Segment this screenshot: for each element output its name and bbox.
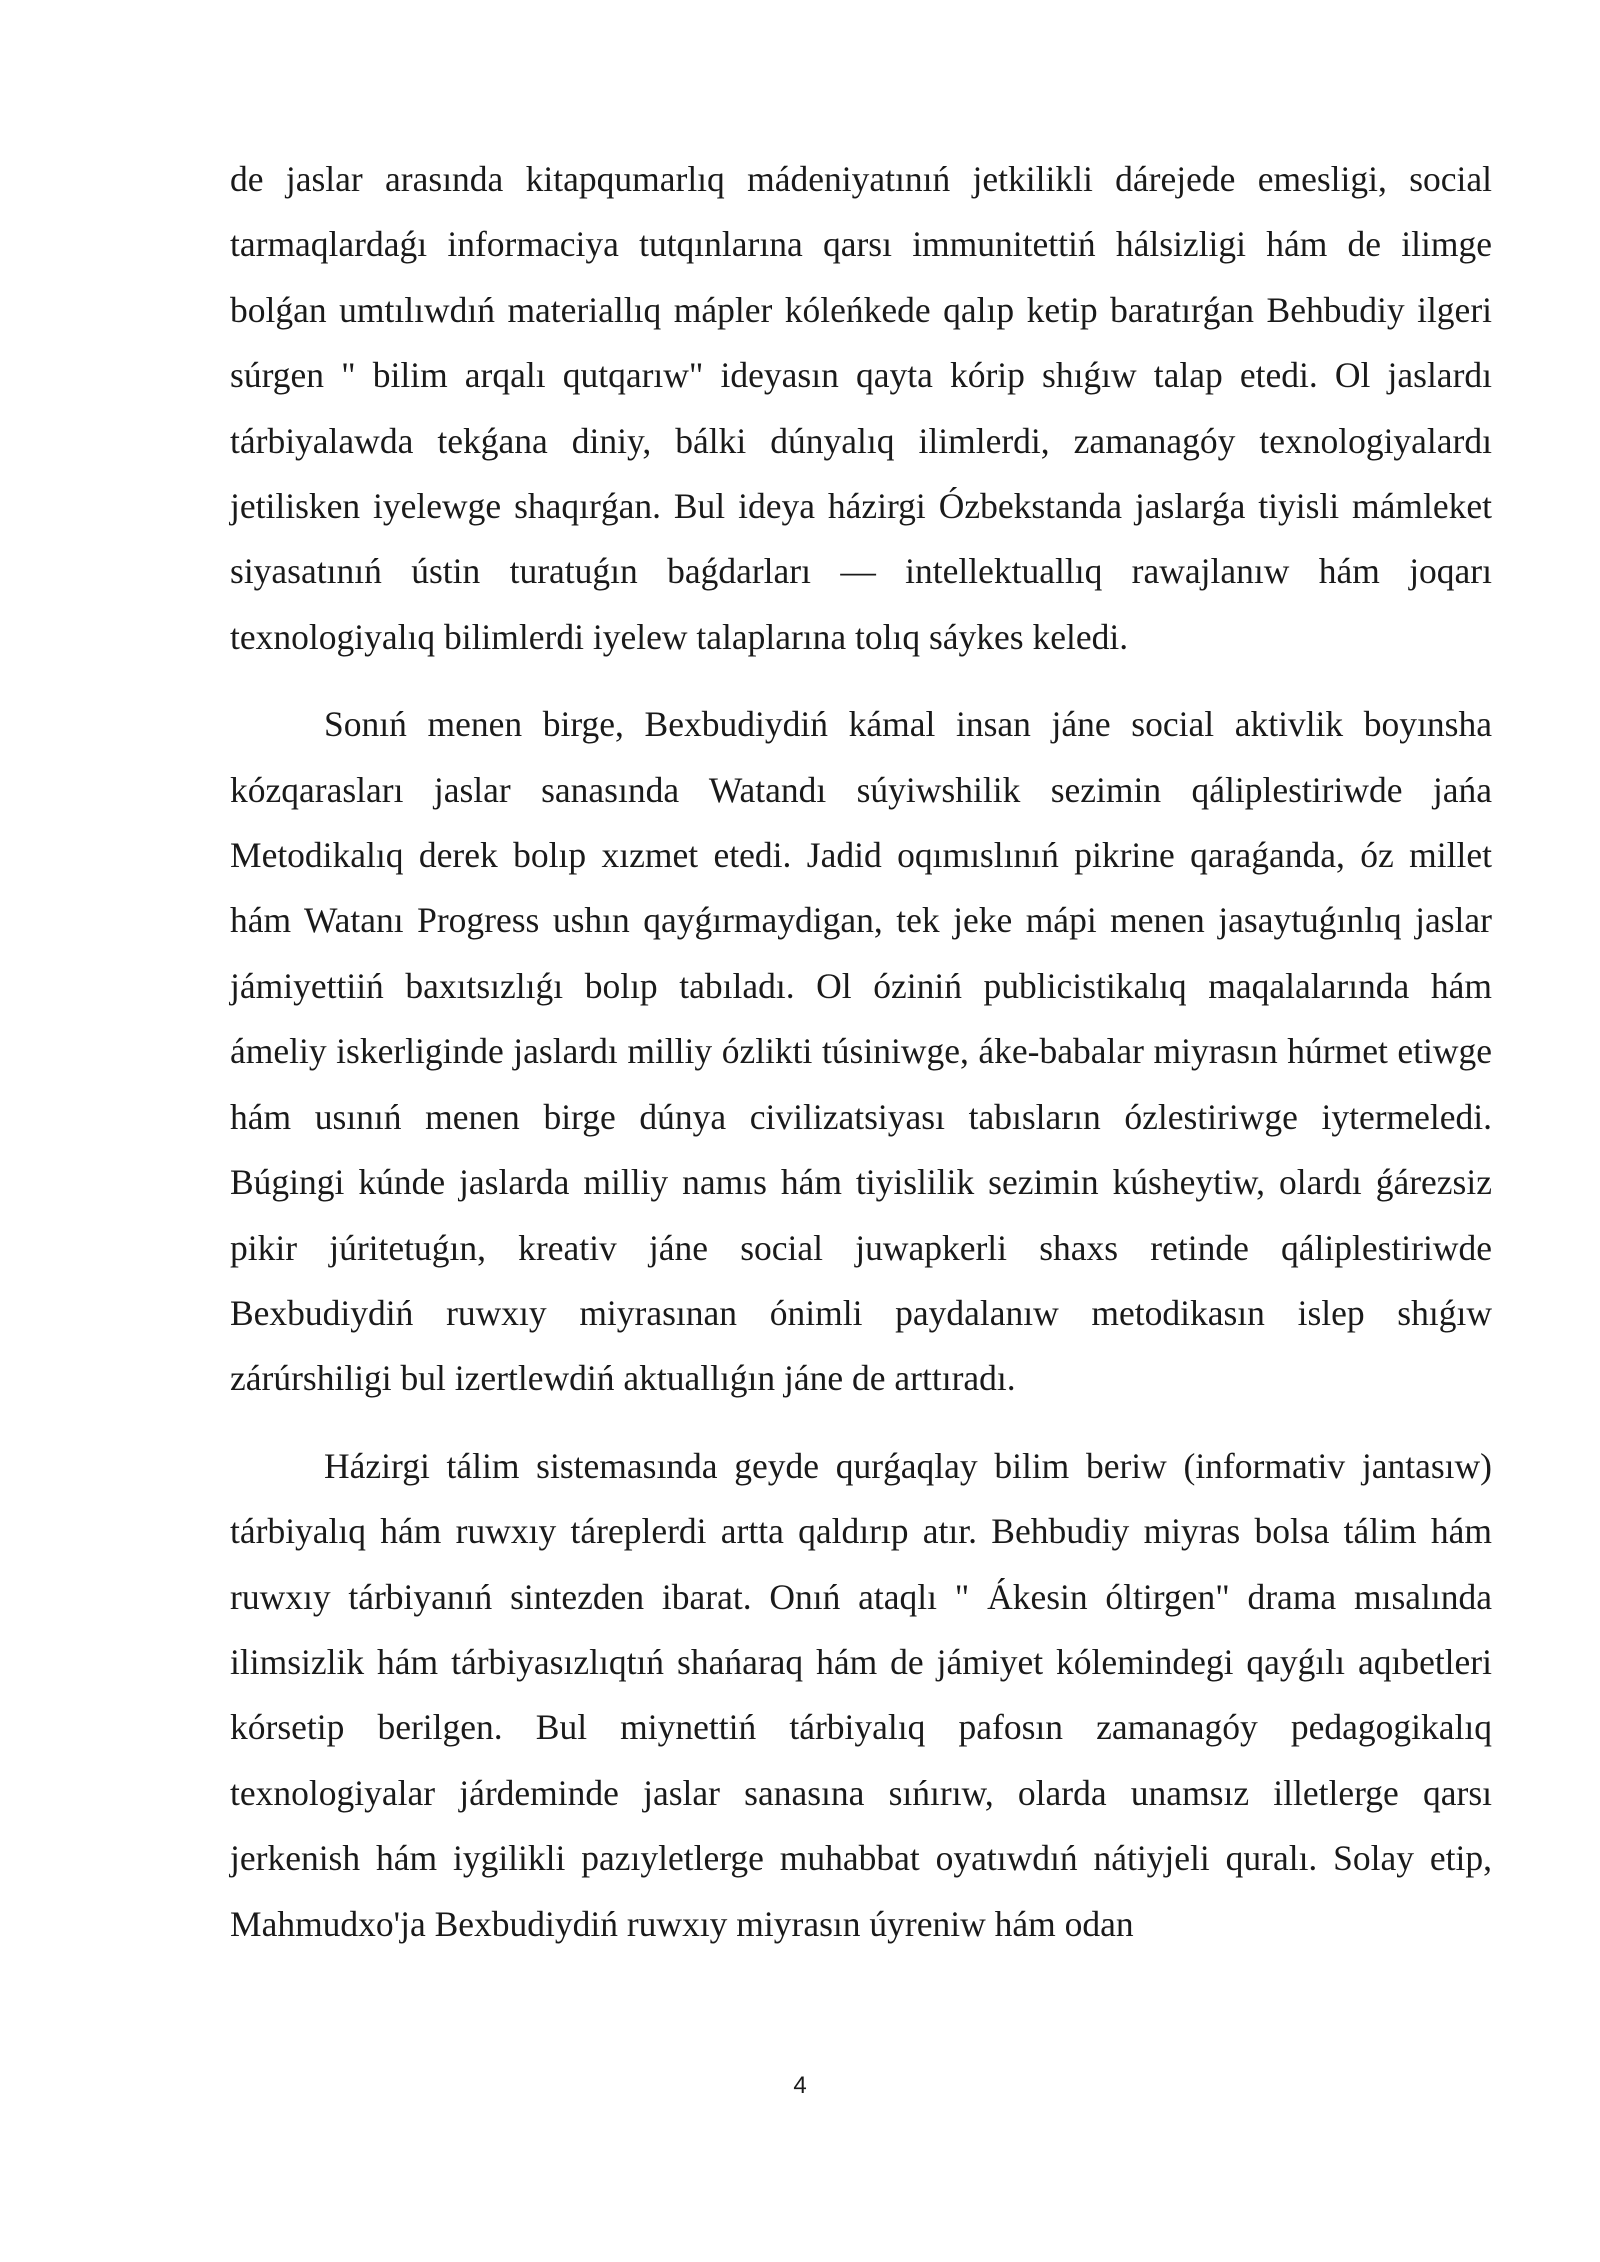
- paragraph-1: de jaslar arasında kitapqumarlıq mádeniyatınıń jetkilikli dárejede emesligi, social tarmaqlardaǵı informaciya tutqınlarına qarsı immunitettiń hálsizligi hám de ilimge bolǵan umtılıwdıń materiallıq mápler kóleńkede qalıp ketip baratırǵan Behbudiy ilgeri súrgen " bilim arqalı qutqarıw" ideyasın qayta kórip shıǵıw talap etedi. Ol jaslardı tárbiyalawda tekǵana diniy, bálki dúnyalıq ilimlerdi, zamanagóy texnologiyalardı jetilisken iyelewge shaqırǵan. Bul ideya házirgi Ózbekstanda jaslarǵa tiyisli mámleket siyasatınıń ústin turatuǵın baǵdarları — intellektuallıq rawajlanıw hám joqarı texnologiyalıq bilimlerdi iyelew talaplarına tolıq sáykes keledi.: [230, 159, 1492, 657]
- paragraph-3: Házirgi tálim sistemasında geyde qurǵaqlay bilim beriw (informativ jantasıw) tárbiyalıq hám ruwxıy táreplerdi artta qaldırıp atır. Behbudiy miyras bolsa tálim hám ruwxıy tárbiyanıń sintezden ibarat. Onıń ataqlı " Ákesin óltirgen" drama mısalında ilimsizlik hám tárbiyasızlıqtıń shańaraq hám de jámiyet kólemindegi qayǵılı aqıbetleri kórsetip berilgen. Bul miynettiń tárbiyalıq pafosın zamanagóy pedagogikalıq texnologiyalar járdeminde jaslar sanasına sıńırıw, olarda unamsız illetlerge qarsı jerkenish hám iygilikli pazıyletlerge muhabbat oyatıwdıń nátiyjeli quralı. Solay etip, Mahmudxo'ja Bexbudiydiń ruwxıy miyrasın úyreniw hám odan: [230, 1445, 1492, 1944]
- body-text: [230, 147, 1492, 1979]
- paragraph-2: Sonıń menen birge, Bexbudiydiń kámal insan jáne social aktivlik boyınsha kózqarasları jaslar sanasında Watandı súyiwshilik sezimin qáliplestiriwde jańa Metodikalıq derek bolıp xızmet etedi. Jadid oqımıslınıń pikrine qaraǵanda, óz millet hám Watanı Progress ushın qayǵırmaydigan, tek jeke mápi menen jasaytuǵınlıq jaslar jámiyettiiń baxıtsızlıǵı bolıp tabıladı. Ol óziniń publicistikalıq maqalalarında hám ámeliy iskerliginde jaslardı milliy ózlikti túsiniwge, áke-babalar miyrasın húrmet etiwge hám usınıń menen birge dúnya civilizatsiyası tabısların ózlestiriwge iytermeledi. Búgingi kúnde jaslarda milliy namıs hám tiyislilik sezimin kúsheytiw, olardı ǵárezsiz pikir júritetuǵın, kreativ jáne social juwapkerli shaxs retinde qáliplestiriwde Bexbudiydiń ruwxıy miyrasınan ónimli paydalanıw metodikasın islep shıǵıw zárúrshiligi bul izertlewdiń aktuallıǵın jáne de arttıradı.: [230, 704, 1492, 1399]
- page-number: 4: [793, 2072, 807, 2099]
